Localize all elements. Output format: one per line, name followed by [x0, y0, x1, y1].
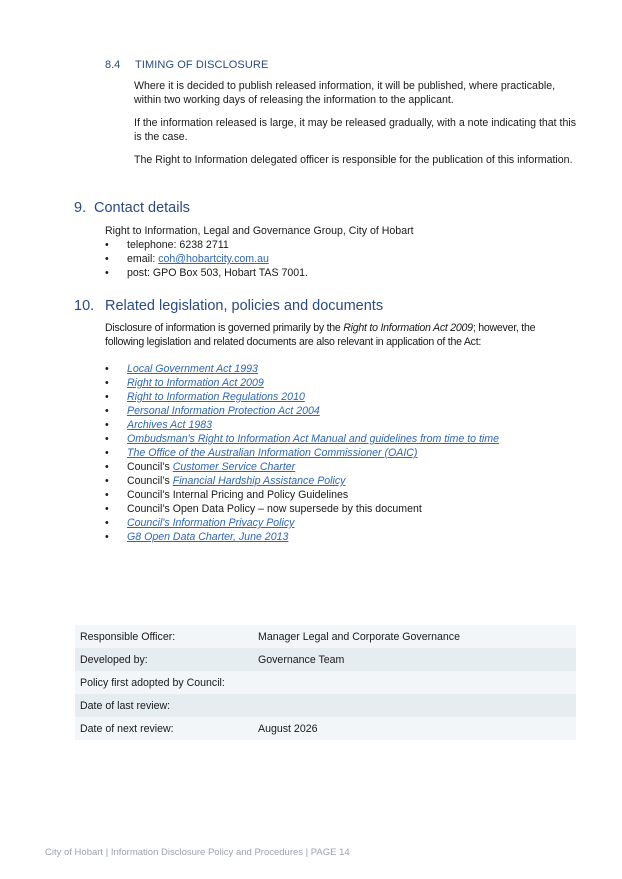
bullet: • — [105, 503, 109, 515]
list-item — [105, 418, 499, 432]
telephone-text: telephone: 6238 2711 — [127, 239, 229, 251]
list-item — [105, 474, 499, 488]
row-label: Date of next review: — [75, 717, 253, 740]
rti-act-link[interactable]: Right to Information Act 2009 — [127, 377, 264, 389]
bullet: • — [105, 267, 109, 279]
row-value: August 2026 — [253, 717, 576, 740]
table-row — [75, 648, 576, 671]
list-item — [105, 390, 499, 404]
bullet: • — [105, 433, 109, 445]
councils-prefix: Council’s — [127, 461, 173, 473]
oaic-link[interactable]: The Office of the Australian Information Commissioner (OAIC) — [127, 447, 418, 459]
list-item — [105, 488, 499, 502]
bullet: • — [105, 253, 109, 265]
intro-act-name: Right to Information Act 2009 — [343, 322, 473, 334]
row-label: Date of last review: — [75, 694, 253, 717]
customer-service-charter-link[interactable]: Customer Service Charter — [172, 461, 296, 473]
contact-list — [105, 238, 308, 280]
email-link[interactable]: coh@hobartcity.com.au — [158, 253, 269, 265]
table-row — [75, 694, 576, 717]
bullet: • — [105, 377, 109, 389]
row-label: Policy first adopted by Council: — [75, 671, 253, 694]
bullet: • — [105, 405, 109, 417]
bullet: • — [105, 475, 109, 487]
list-item — [105, 252, 308, 266]
row-label: Responsible Officer: — [75, 625, 253, 648]
section-title: Related legislation, policies and documents — [105, 298, 384, 314]
row-value: Governance Team — [253, 648, 576, 671]
bullet: • — [105, 363, 109, 375]
list-item — [105, 238, 308, 252]
paragraph: Where it is decided to publish released information, it will be published, where practicable, within two working days of releasing the information to the applicant. — [134, 80, 556, 106]
table-row — [75, 717, 576, 740]
ombudsman-manual-link[interactable]: Ombudsman's Right to Information Act Manual and guidelines from time to time — [127, 433, 499, 445]
subsection-number: 8.4 — [105, 59, 121, 71]
intro-text: Disclosure of information is governed primarily by the — [105, 322, 344, 334]
financial-hardship-policy-link[interactable]: Financial Hardship Assistance Policy — [172, 475, 346, 487]
row-value — [253, 694, 576, 717]
list-item — [105, 362, 499, 376]
table-row — [75, 671, 576, 694]
page-footer: City of Hobart | Information Disclosure Policy and Procedures | PAGE 14 — [45, 847, 350, 858]
paragraph: The Right to Information delegated officer is responsible for the publication of this information. — [134, 154, 573, 166]
list-item — [105, 530, 499, 544]
legislation-list — [105, 362, 499, 544]
policy-info-table — [75, 625, 576, 740]
list-item — [105, 404, 499, 418]
table-row — [75, 625, 576, 648]
intro-text: ; however, the following legislation and related documents are also relevant in application of the Act: — [105, 322, 536, 348]
local-government-act-link[interactable]: Local Government Act 1993 — [127, 363, 258, 375]
archives-act-link[interactable]: Archives Act 1983 — [127, 419, 212, 431]
list-item — [105, 460, 499, 474]
bullet: • — [105, 489, 109, 501]
email-label: email: — [127, 253, 159, 265]
open-data-policy-text: Council’s Open Data Policy – now supersede by this document — [127, 503, 422, 515]
bullet: • — [105, 517, 109, 529]
row-label: Developed by: — [75, 648, 253, 671]
pricing-guidelines-text: Council’s Internal Pricing and Policy Guidelines — [127, 489, 349, 501]
g8-charter-link[interactable]: G8 Open Data Charter, June 2013 — [127, 531, 289, 543]
section-number: 10. — [74, 298, 95, 314]
row-value — [253, 671, 576, 694]
legislation-intro — [105, 321, 565, 349]
bullet: • — [105, 239, 109, 251]
contact-intro: Right to Information, Legal and Governance Group, City of Hobart — [105, 225, 414, 237]
bullet: • — [105, 419, 109, 431]
subsection-title: TIMING OF DISCLOSURE — [135, 59, 269, 71]
section-title: Contact details — [94, 200, 190, 216]
personal-info-act-link[interactable]: Personal Information Protection Act 2004 — [127, 405, 320, 417]
list-item — [105, 376, 499, 390]
row-value: Manager Legal and Corporate Governance — [253, 625, 576, 648]
list-item — [105, 266, 308, 280]
list-item — [105, 432, 499, 446]
bullet: • — [105, 461, 109, 473]
bullet: • — [105, 531, 109, 543]
councils-prefix: Council’s — [127, 475, 173, 487]
post-text: post: GPO Box 503, Hobart TAS 7001. — [127, 267, 308, 279]
list-item — [105, 502, 499, 516]
bullet: • — [105, 447, 109, 459]
list-item — [105, 516, 499, 530]
privacy-policy-link[interactable]: Council's Information Privacy Policy — [127, 517, 295, 529]
rti-regulations-link[interactable]: Right to Information Regulations 2010 — [127, 391, 305, 403]
list-item — [105, 446, 499, 460]
paragraph: If the information released is large, it may be released gradually, with a note indicating that this is the case. — [134, 117, 577, 143]
bullet: • — [105, 391, 109, 403]
section-number: 9. — [74, 200, 87, 216]
